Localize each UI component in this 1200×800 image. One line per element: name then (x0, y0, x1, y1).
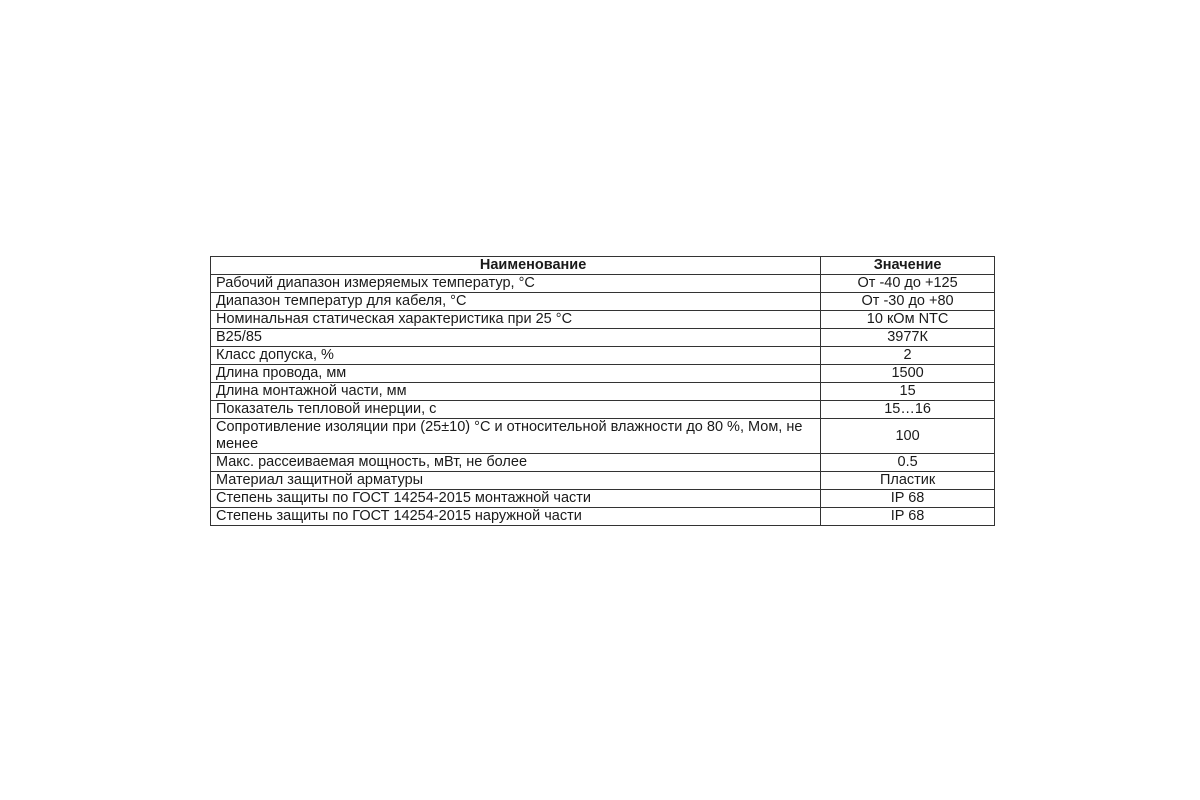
row-value: 100 (821, 419, 995, 454)
row-name: Длина провода, мм (211, 365, 821, 383)
row-value: От -30 до +80 (821, 293, 995, 311)
row-value: 0.5 (821, 454, 995, 472)
row-value: 1500 (821, 365, 995, 383)
table-row (211, 383, 995, 401)
row-name: Рабочий диапазон измеряемых температур, °С (211, 275, 821, 293)
table-row (211, 508, 995, 526)
table-header-row (211, 257, 995, 275)
row-name: B25/85 (211, 329, 821, 347)
row-name: Длина монтажной части, мм (211, 383, 821, 401)
row-name: Материал защитной арматуры (211, 472, 821, 490)
table-row (211, 275, 995, 293)
row-name: Показатель тепловой инерции, с (211, 401, 821, 419)
row-value: От -40 до +125 (821, 275, 995, 293)
row-name: Сопротивление изоляции при (25±10) °С и относительной влажности до 80 %, Мом, не менее (211, 419, 821, 454)
header-value: Значение (821, 257, 995, 275)
row-value: IP 68 (821, 508, 995, 526)
row-value: Пластик (821, 472, 995, 490)
table-row (211, 401, 995, 419)
table-row (211, 454, 995, 472)
spec-table (210, 256, 995, 526)
table-row (211, 311, 995, 329)
row-name: Макс. рассеиваемая мощность, мВт, не более (211, 454, 821, 472)
row-value: 15…16 (821, 401, 995, 419)
row-name: Степень защиты по ГОСТ 14254-2015 наружной части (211, 508, 821, 526)
row-value: IP 68 (821, 490, 995, 508)
table-row (211, 419, 995, 454)
row-name: Класс допуска, % (211, 347, 821, 365)
table-row (211, 293, 995, 311)
header-name: Наименование (211, 257, 821, 275)
row-value: 3977К (821, 329, 995, 347)
table-row (211, 347, 995, 365)
row-name: Степень защиты по ГОСТ 14254-2015 монтажной части (211, 490, 821, 508)
row-name: Номинальная статическая характеристика при 25 °С (211, 311, 821, 329)
row-value: 15 (821, 383, 995, 401)
table-row (211, 472, 995, 490)
table-row (211, 329, 995, 347)
row-value: 10 кОм NTC (821, 311, 995, 329)
table-row (211, 490, 995, 508)
row-value: 2 (821, 347, 995, 365)
table-row (211, 365, 995, 383)
row-name: Диапазон температур для кабеля, °С (211, 293, 821, 311)
